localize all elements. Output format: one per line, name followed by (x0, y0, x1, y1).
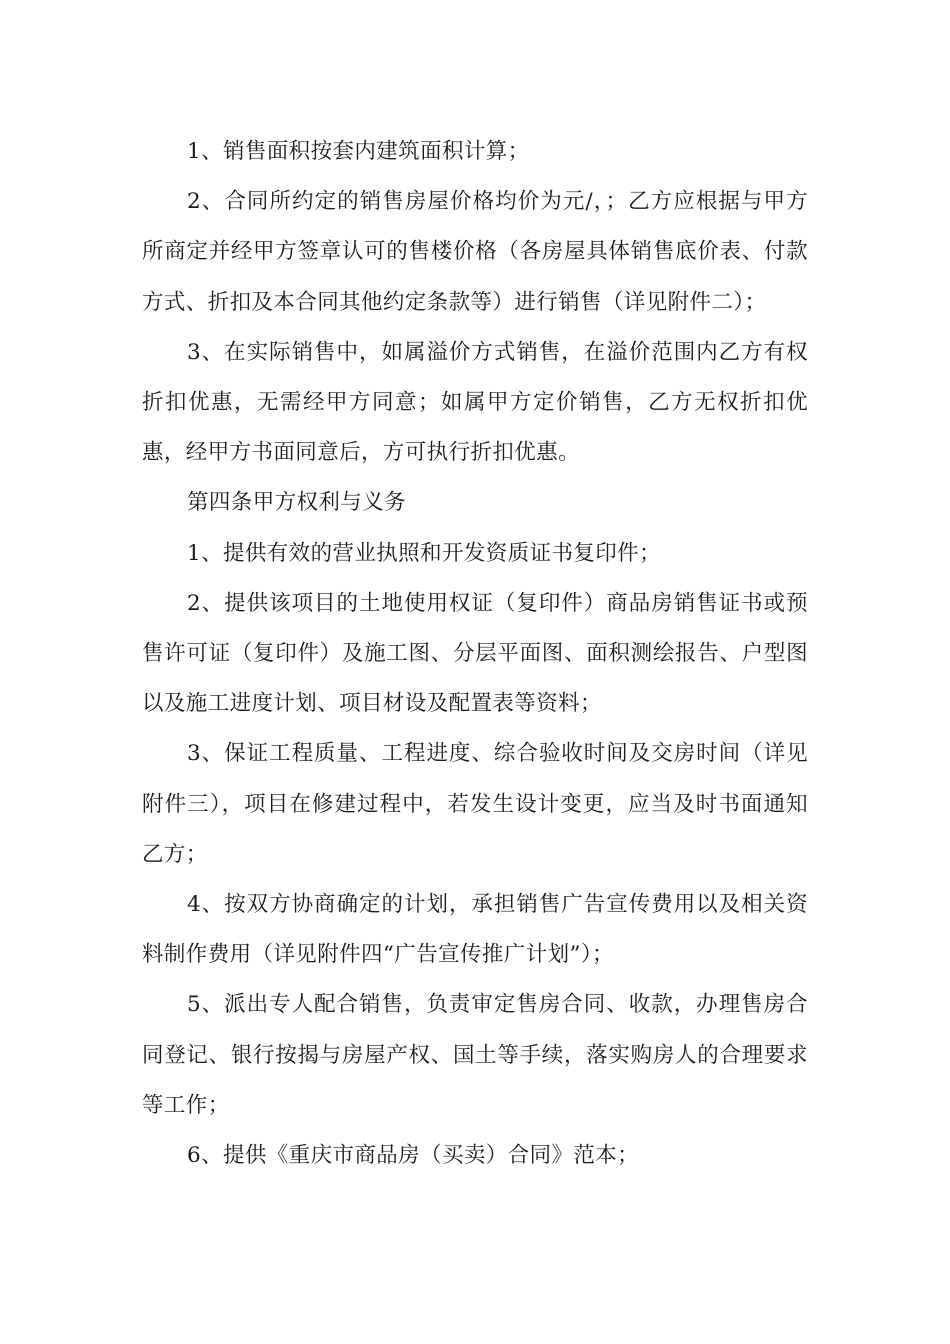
paragraph-land-use-certificate: 2、提供该项目的土地使用权证（复印件）商品房销售证书或预售许可证（复印件）及施工图、分层平面图、面积测绘报告、户型图以及施工进度计划、项目材设及配置表等资料； (142, 590, 808, 717)
paragraph-construction-quality: 3、保证工程质量、工程进度、综合验收时间及交房时间（详见附件三），项目在修建过程中，若发生设计变更，应当及时书面通知乙方； (142, 741, 808, 867)
paragraph-contract-template: 6、提供《重庆市商品房（买卖）合同》范本； (187, 1143, 640, 1169)
paragraph-area-calculation: 1、销售面积按套内建筑面积计算； (187, 139, 530, 164)
paragraph-premium-sales: 3、在实际销售中，如属溢价方式销售，在溢价范围内乙方有权折扣优惠，无需经甲方同意；如属甲方定价销售，乙方无权折扣优惠，经甲方书面同意后，方可执行折扣优惠。 (142, 339, 808, 466)
document-body (142, 127, 808, 1181)
paragraph-sales-staff: 5、派出专人配合销售，负责审定售房合同、收款，办理售房合同登记、银行按揭与房屋产权、国土等手续，落实购房人的合理要求等工作； (142, 992, 808, 1118)
paragraph-advertising-costs: 4、按双方协商确定的计划，承担销售广告宣传费用以及相关资料制作费用（详见附件四“广告宣传推广计划”）； (142, 892, 808, 968)
paragraph-business-license: 1、提供有效的营业执照和开发资质证书复印件； (187, 540, 661, 566)
section-heading-party-a-rights: 第四条甲方权利与义务 (187, 490, 407, 516)
paragraph-average-price: 2、合同所约定的销售房屋价格均价为元/，；乙方应根据与甲方所商定并经甲方签章认可的售楼价格（各房屋具体销售底价表、付款方式、折扣及本合同其他约定条款等）进行销售（详见附件二）； (142, 189, 808, 315)
